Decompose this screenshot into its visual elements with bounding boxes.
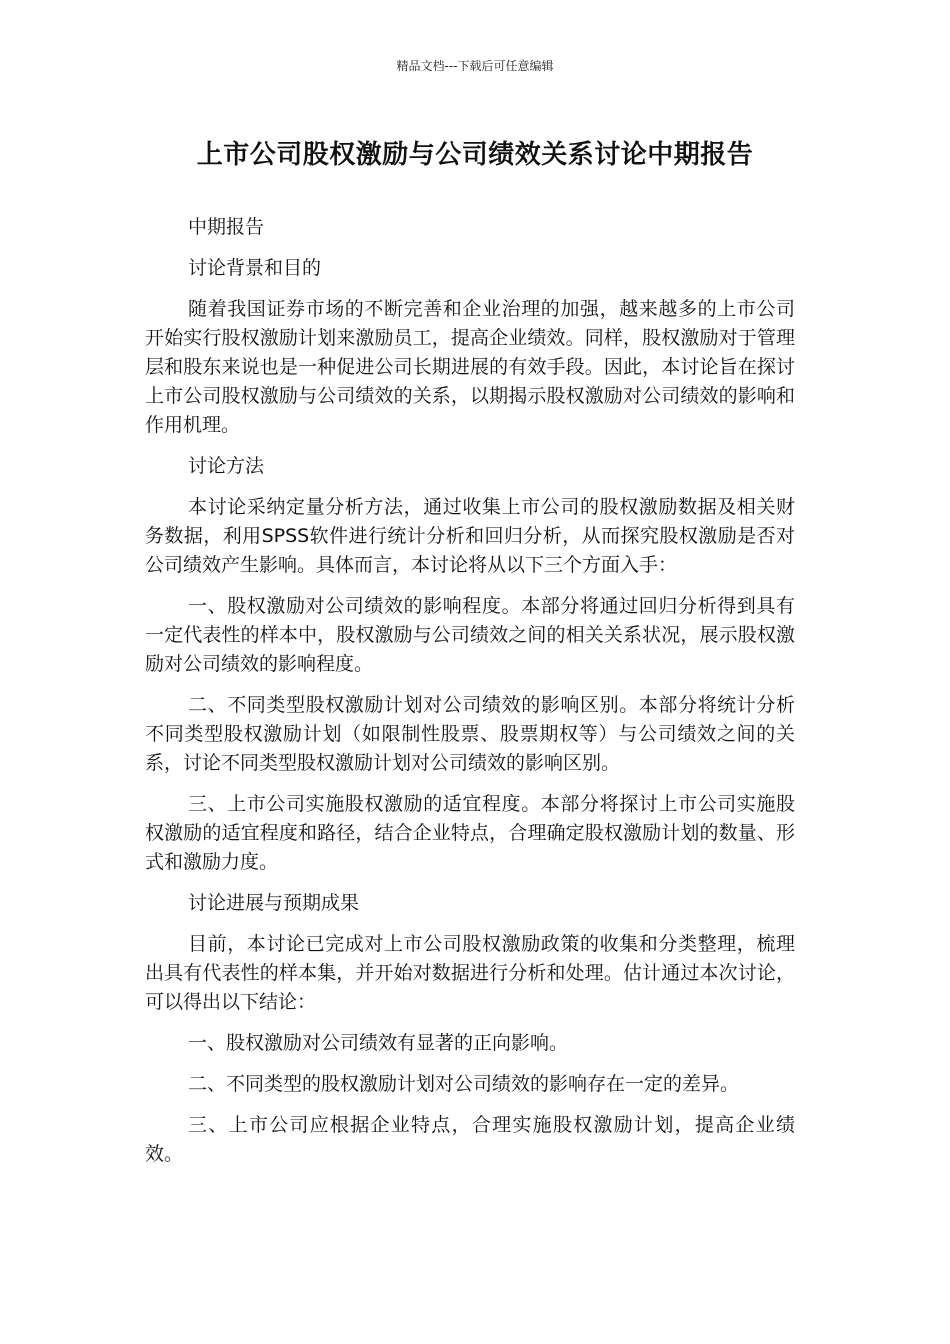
method-heading: 讨论方法 (188, 455, 265, 477)
method-item-2: 二、不同类型股权激励计划对公司绩效的影响区别。本部分将统计分析不同类型股权激励计划（如限制性股票、股票期权等）与公司绩效之间的关系，讨论不同类型股权激励计划对公司绩效的影响区别。 (145, 694, 795, 774)
conclusion-1: 一、股权激励对公司绩效有显著的正向影响。 (188, 1032, 569, 1054)
progress-paragraph: 目前，本讨论已完成对上市公司股权激励政策的收集和分类整理，梳理出具有代表性的样本集，并开始对数据进行分析和处理。估计通过本次讨论，可以得出以下结论： (145, 933, 795, 1013)
progress-heading: 讨论进展与预期成果 (188, 892, 360, 914)
conclusion-3: 三、上市公司应根据企业特点，合理实施股权激励计划，提高企业绩效。 (145, 1114, 795, 1165)
method-item-1: 一、股权激励对公司绩效的影响程度。本部分将通过回归分析得到具有一定代表性的样本中，股权激励与公司绩效之间的相关关系状况，展示股权激励对公司绩效的影响程度。 (145, 595, 795, 675)
report-label: 中期报告 (188, 216, 265, 238)
method-item-3: 三、上市公司实施股权激励的适宜程度。本部分将探讨上市公司实施股权激励的适宜程度和路径，结合企业特点，合理确定股权激励计划的数量、形式和激励力度。 (145, 793, 795, 873)
background-paragraph: 随着我国证券市场的不断完善和企业治理的加强，越来越多的上市公司开始实行股权激励计划来激励员工，提高企业绩效。同样，股权激励对于管理层和股东来说也是一种促进公司长期进展的有效手段。因此，本讨论旨在探讨上市公司股权激励与公司绩效的关系，以期揭示股权激励对公司绩效的影响和作用机理。 (145, 298, 795, 436)
conclusion-2: 二、不同类型的股权激励计划对公司绩效的影响存在一定的差异。 (188, 1073, 740, 1095)
document-body (145, 213, 795, 1181)
method-paragraph: 本讨论采纳定量分析方法，通过收集上市公司的股权激励数据及相关财务数据，利用SPSS软件进行统计分析和回归分析，从而探究股权激励是否对公司绩效产生影响。具体而言，本讨论将从以下三个方面入手： (145, 496, 795, 576)
background-heading: 讨论背景和目的 (188, 257, 322, 279)
document-title: 上市公司股权激励与公司绩效关系讨论中期报告 (196, 140, 754, 170)
header-note: 精品文档---下载后可任意编辑 (396, 59, 554, 73)
